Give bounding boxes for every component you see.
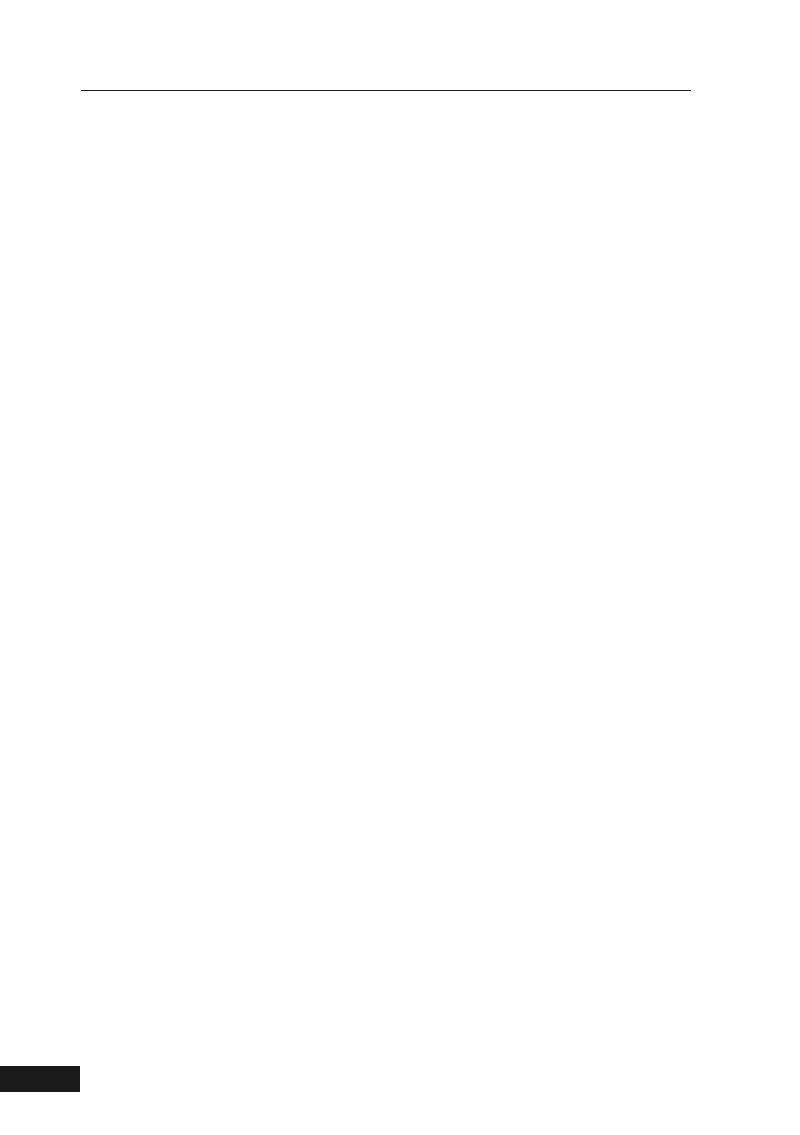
- part-title: [81, 194, 689, 220]
- page-number: [0, 1066, 80, 1092]
- table-of-contents: [81, 158, 689, 230]
- part-heading: [81, 168, 689, 220]
- running-header: [81, 89, 691, 91]
- part-label: [81, 168, 689, 194]
